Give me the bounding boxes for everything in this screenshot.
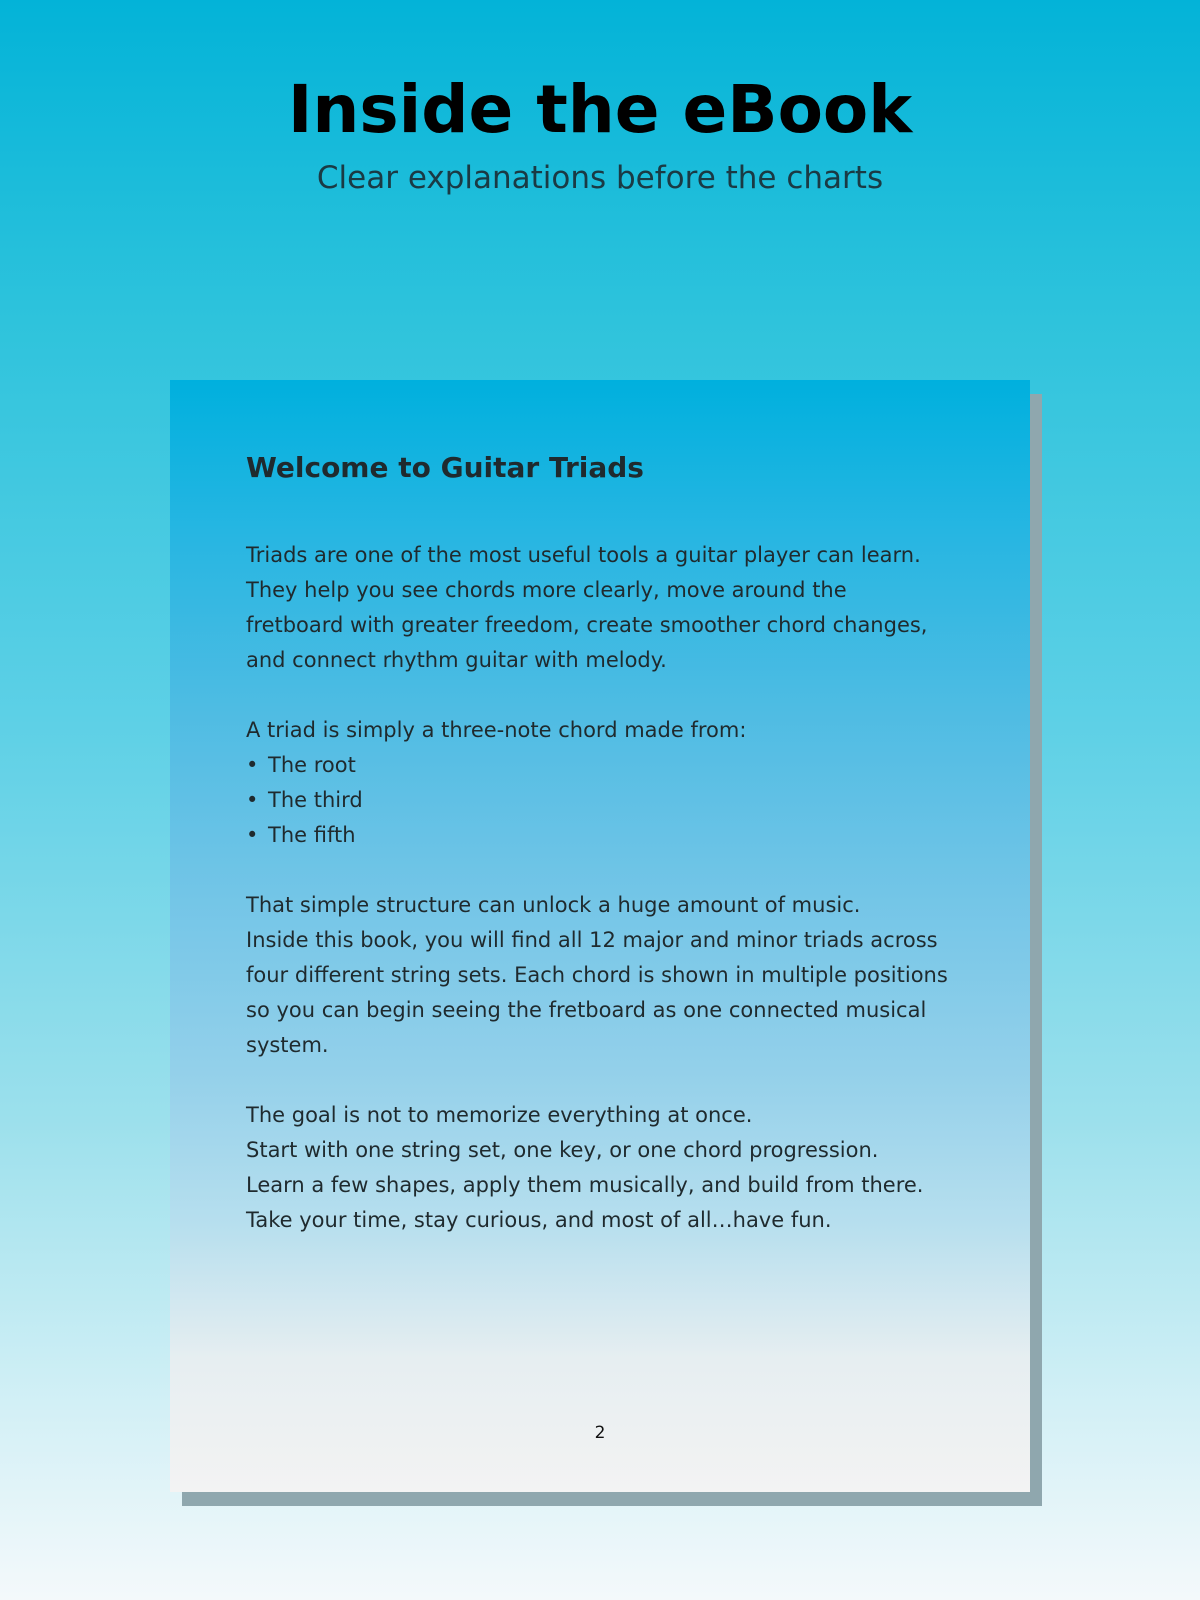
paragraph-line: That simple structure can unlock a huge amount of music. bbox=[246, 893, 861, 917]
paragraph-line: They help you see chords more clearly, move around the bbox=[246, 578, 847, 602]
bullet-icon: • bbox=[246, 823, 259, 847]
triad-definition bbox=[246, 713, 926, 853]
bullet-item-third bbox=[246, 783, 926, 818]
bullet-icon: • bbox=[246, 788, 259, 812]
paragraph-goal bbox=[246, 1098, 926, 1238]
paragraph-line: Take your time, stay curious, and most of all…have fun. bbox=[246, 1208, 832, 1232]
page-body bbox=[246, 538, 948, 1273]
paragraph-line: The goal is not to memorize everything at once. bbox=[246, 1103, 753, 1127]
hero-title: Inside the eBook bbox=[287, 71, 913, 148]
ebook-page-preview bbox=[170, 380, 1030, 1492]
paragraph-line: system. bbox=[246, 1033, 329, 1057]
page-number: 2 bbox=[594, 1423, 606, 1443]
triad-definition-intro: A triad is simply a three-note chord made from: bbox=[246, 718, 747, 742]
hero-subtitle: Clear explanations before the charts bbox=[316, 160, 884, 196]
paragraph-line: Learn a few shapes, apply them musically, and build from there. bbox=[246, 1173, 924, 1197]
paragraph-structure bbox=[246, 888, 948, 1063]
paragraph-line: and connect rhythm guitar with melody. bbox=[246, 648, 667, 672]
paragraph-line: Inside this book, you will find all 12 major and minor triads across bbox=[246, 928, 938, 952]
paragraph-intro bbox=[246, 538, 926, 678]
paragraph-line: Triads are one of the most useful tools a guitar player can learn. bbox=[246, 543, 921, 567]
paragraph-line: so you can begin seeing the fretboard as one connected musical bbox=[246, 998, 927, 1022]
bullet-label: The fifth bbox=[268, 823, 356, 847]
paragraph-line: four different string sets. Each chord is shown in multiple positions bbox=[246, 963, 948, 987]
bullet-item-fifth bbox=[246, 818, 926, 853]
bullet-item-root bbox=[246, 748, 926, 783]
bullet-label: The root bbox=[268, 753, 356, 777]
paragraph-line: fretboard with greater freedom, create smoother chord changes, bbox=[246, 613, 928, 637]
bullet-label: The third bbox=[268, 788, 363, 812]
bullet-icon: • bbox=[246, 753, 259, 777]
paragraph-line: Start with one string set, one key, or one chord progression. bbox=[246, 1138, 879, 1162]
page-heading: Welcome to Guitar Triads bbox=[246, 451, 644, 484]
